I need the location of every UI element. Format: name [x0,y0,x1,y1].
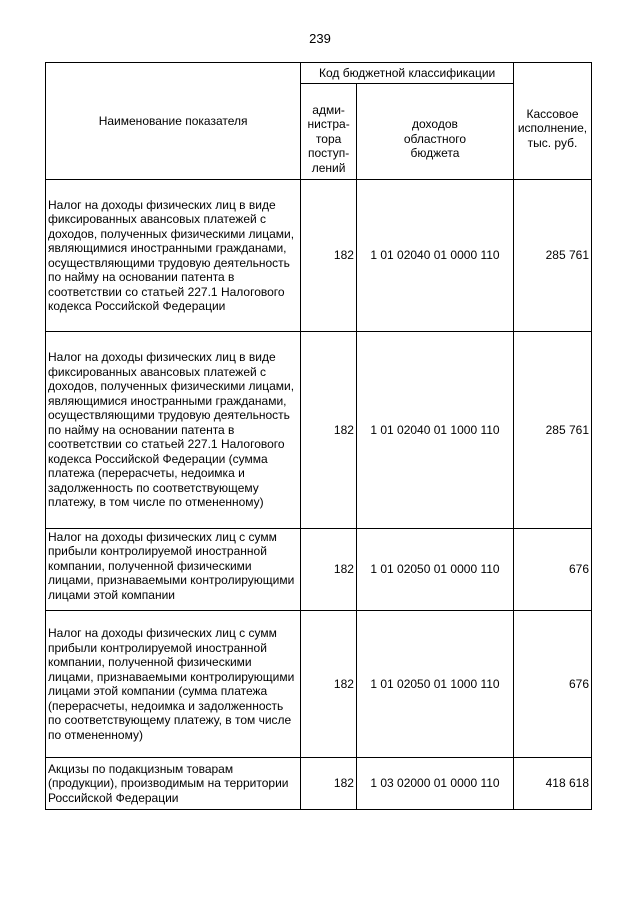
row-income-code: 1 01 02040 01 1000 110 [356,332,513,529]
row-name-cell [46,611,301,758]
column-header-name-label: Наименование показателя [98,113,248,128]
column-header-income [356,84,513,180]
column-header-amount-label: Кассовое исполнение, тыс. руб. [517,106,588,150]
table-row [46,332,592,529]
row-admin-code: 182 [301,611,357,758]
row-name: Акцизы по подакцизным товарам (продукции), производимым на территории Российской Федерации [48,761,289,805]
column-header-name [46,63,301,180]
row-name: Налог на доходы физических лиц с сумм прибыли контролируемой иностранной компании, полученной физическими лицами, признаваемыми контролирующими лицами этой компании [48,529,295,602]
table-row [46,529,592,611]
row-income-code: 1 01 02050 01 1000 110 [356,611,513,758]
row-name: Налог на доходы физических лиц в виде фиксированных авансовых платежей с доходов, полученных физическими лицами, являющимися иностранными гражданами, осуществляющими трудовую деятельность по найму на основании патента в соответствии со статьей 227.1 Налогового кодекса Российской Федерации (сумма платежа (перерасчеты, недоимка и задолженность по соответствующему платежу, в том числе по отмененному) [48,350,295,510]
row-admin-code: 182 [301,180,357,332]
row-income-code: 1 01 02050 01 0000 110 [356,529,513,611]
table-row [46,180,592,332]
budget-table [45,62,592,810]
header-row-top [46,63,592,84]
page-number: 239 [309,31,331,46]
column-header-admin [301,84,357,180]
column-header-amount [513,63,591,180]
row-income-code: 1 01 02040 01 0000 110 [356,180,513,332]
row-admin-code: 182 [301,758,357,810]
row-name-cell [46,529,301,611]
row-name: Налог на доходы физических лиц в виде фиксированных авансовых платежей с доходов, полученных физическими лицами, являющимися иностранными гражданами, осуществляющими трудовую деятельность по найму на основании патента в соответствии со статьей 227.1 Налогового кодекса Российской Федерации [48,197,295,313]
row-amount: 418 618 [513,758,591,810]
row-amount: 676 [513,529,591,611]
row-amount: 285 761 [513,332,591,529]
row-name-cell [46,180,301,332]
table-row [46,611,592,758]
row-income-code: 1 03 02000 01 0000 110 [356,758,513,810]
column-header-code-group-label: Код бюджетной классификации [318,65,496,80]
row-amount: 676 [513,611,591,758]
row-admin-code: 182 [301,529,357,611]
row-admin-code: 182 [301,332,357,529]
column-header-income-label: доходов областного бюджета [403,117,467,160]
row-name: Налог на доходы физических лиц с сумм прибыли контролируемой иностранной компании, полученной физическими лицами, признаваемыми контролирующими лицами этой компании (сумма платежа (перерасчеты, недоимка и задолженность по соответствующему платежу, в том числе по отмененному) [48,626,295,742]
row-name-cell [46,332,301,529]
row-name-cell [46,758,301,810]
column-header-admin-label: адми- нистра- тора поступ- лений [307,102,350,175]
column-header-code-group [301,63,514,84]
row-amount: 285 761 [513,180,591,332]
table-row [46,758,592,810]
